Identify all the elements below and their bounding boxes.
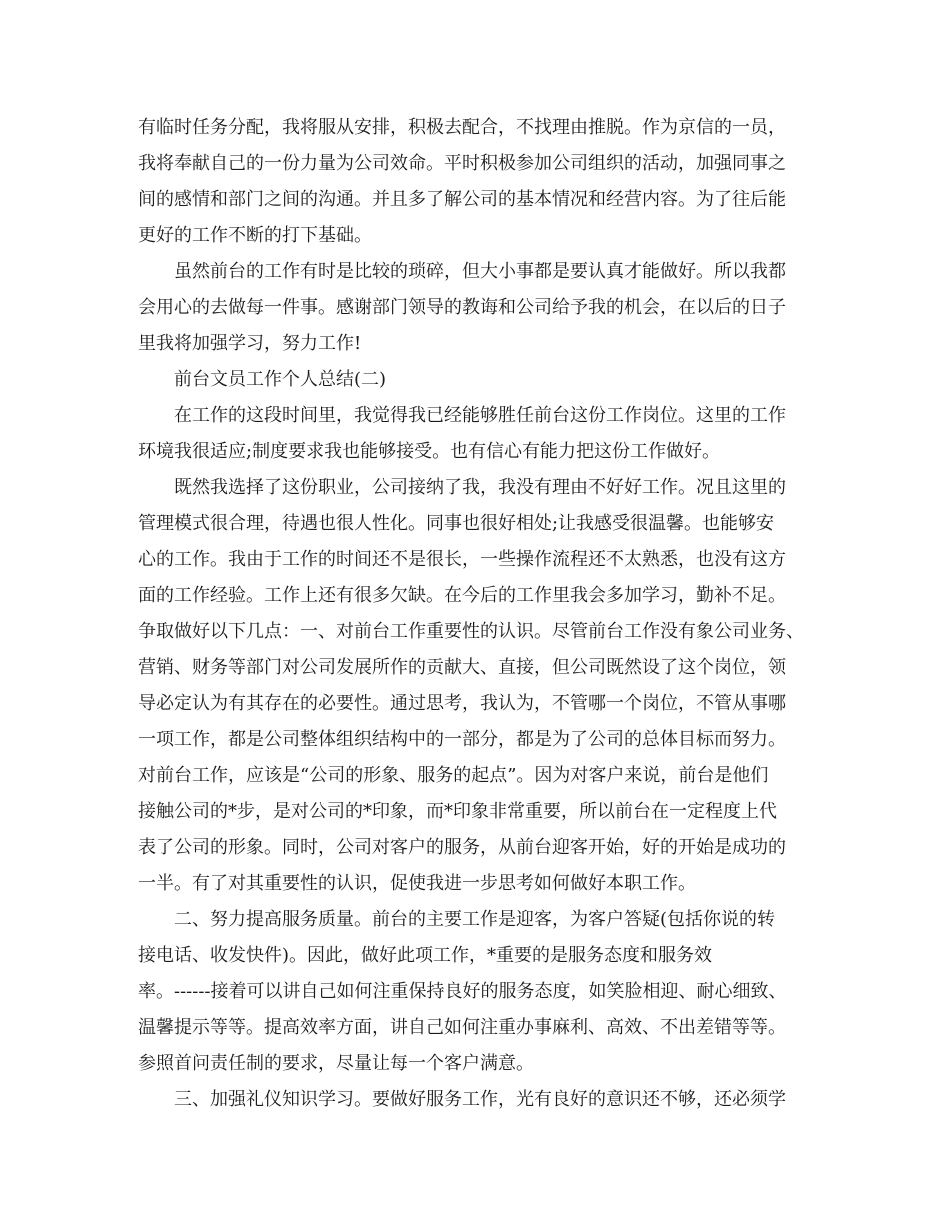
text-line: 表了公司的形象。同时，公司对客户的服务，从前台迎客开始，好的开始是成功的 [138, 837, 786, 858]
paragraph-first-line: 二、努力提高服务质量。前台的主要工作是迎客，为客户答疑(包括你说的转 [174, 909, 776, 930]
section-title: 前台文员工作个人总结(二) [174, 369, 387, 390]
text-line: 接触公司的*步，是对公司的*印象，而*印象非常重要，所以前台在一定程度上代 [138, 801, 777, 822]
text-line: 有临时任务分配，我将服从安排，积极去配合，不找理由推脱。作为京信的一员， [138, 117, 786, 138]
paragraph-first-line: 既然我选择了这份职业，公司接纳了我，我没有理由不好好工作。况且这里的 [174, 477, 786, 498]
text-line: 我将奉献自己的一份力量为公司效命。平时积极参加公司组织的活动，加强同事之 [138, 153, 786, 174]
text-line: 率。------接着可以讲自己如何注重保持良好的服务态度，如笑脸相迎、耐心细致、 [138, 981, 787, 1002]
text-line: 面的工作经验。工作上还有很多欠缺。在今后的工作里我会多加学习，勤补不足。 [138, 585, 786, 606]
text-line: 对前台工作，应该是“公司的形象、服务的起点”。因为对客户来说，前台是他们 [138, 765, 769, 786]
text-line: 心的工作。我由于工作的时间还不是很长，一些操作流程还不太熟悉，也没有这方 [138, 549, 786, 570]
text-line: 会用心的去做每一件事。感谢部门领导的教诲和公司给予我的机会，在以后的日子 [138, 297, 786, 318]
paragraph-first-line: 三、加强礼仪知识学习。要做好服务工作，光有良好的意识还不够，还必须学 [174, 1089, 786, 1110]
text-line: 参照首问责任制的要求，尽量让每一个客户满意。 [138, 1053, 534, 1074]
text-line: 管理模式很合理，待遇也很人性化。同事也很好相处;让我感受很温馨。也能够安 [138, 513, 775, 534]
text-line: 营销、财务等部门对公司发展所作的贡献大、直接，但公司既然设了这个岗位，领 [138, 657, 786, 678]
text-line: 一半。有了对其重要性的认识，促使我进一步思考如何做好本职工作。 [138, 873, 696, 894]
text-line: 接电话、收发快件)。因此，做好此项工作，*重要的是服务态度和服务效 [138, 945, 713, 966]
text-line: 争取做好以下几点：一、对前台工作重要性的认识。尽管前台工作没有象公司业务、 [138, 621, 804, 642]
text-line: 一项工作，都是公司整体组织结构中的一部分，都是为了公司的总体目标而努力。 [138, 729, 786, 750]
text-line: 更好的工作不断的打下基础。 [138, 225, 372, 246]
text-line: 间的感情和部门之间的沟通。并且多了解公司的基本情况和经营内容。为了往后能 [138, 189, 786, 210]
text-line: 环境我很适应;制度要求我也能够接受。也有信心有能力把这份工作做好。 [138, 441, 721, 462]
paragraph-first-line: 虽然前台的工作有时是比较的琐碎，但大小事都是要认真才能做好。所以我都 [174, 261, 786, 282]
text-line: 导必定认为有其存在的必要性。通过思考，我认为，不管哪一个岗位，不管从事哪 [138, 693, 786, 714]
paragraph-first-line: 在工作的这段时间里，我觉得我已经能够胜任前台这份工作岗位。这里的工作 [174, 405, 786, 426]
text-line: 里我将加强学习，努力工作! [138, 333, 362, 354]
text-line: 温馨提示等等。提高效率方面，讲自己如何注重办事麻利、高效、不出差错等等。 [138, 1017, 786, 1038]
